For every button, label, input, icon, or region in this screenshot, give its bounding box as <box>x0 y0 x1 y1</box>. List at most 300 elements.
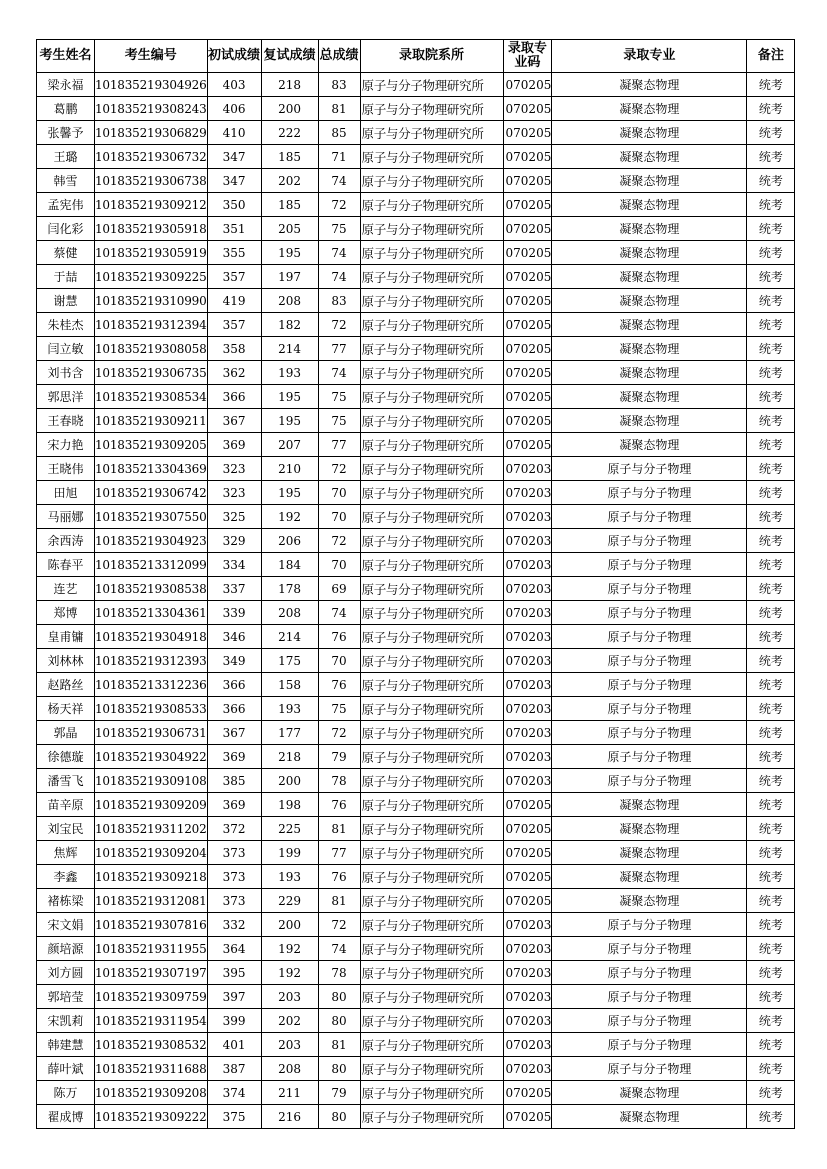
cell-department: 原子与分子物理研究所 <box>360 913 503 937</box>
cell-id: 101835213304361 <box>95 601 208 625</box>
cell-major-code: 070203 <box>503 745 552 769</box>
cell-initial-score: 351 <box>207 217 261 241</box>
cell-major: 原子与分子物理 <box>552 529 747 553</box>
cell-department: 原子与分子物理研究所 <box>360 529 503 553</box>
cell-initial-score: 349 <box>207 649 261 673</box>
cell-initial-score: 369 <box>207 433 261 457</box>
cell-total-score: 70 <box>318 649 360 673</box>
cell-name: 谢慧 <box>37 289 95 313</box>
cell-total-score: 71 <box>318 145 360 169</box>
cell-major: 凝聚态物理 <box>552 433 747 457</box>
cell-department: 原子与分子物理研究所 <box>360 865 503 889</box>
cell-department: 原子与分子物理研究所 <box>360 217 503 241</box>
cell-department: 原子与分子物理研究所 <box>360 457 503 481</box>
table-row <box>37 529 795 553</box>
cell-retest-score: 193 <box>261 361 318 385</box>
cell-major-code: 070203 <box>503 625 552 649</box>
cell-initial-score: 397 <box>207 985 261 1009</box>
cell-note: 统考 <box>747 913 795 937</box>
cell-major: 原子与分子物理 <box>552 985 747 1009</box>
cell-total-score: 70 <box>318 505 360 529</box>
table-row <box>37 457 795 481</box>
cell-initial-score: 366 <box>207 385 261 409</box>
cell-department: 原子与分子物理研究所 <box>360 721 503 745</box>
cell-name: 张馨予 <box>37 121 95 145</box>
cell-major: 原子与分子物理 <box>552 697 747 721</box>
table-row <box>37 313 795 337</box>
cell-major: 凝聚态物理 <box>552 409 747 433</box>
cell-major-code: 070205 <box>503 385 552 409</box>
cell-retest-score: 210 <box>261 457 318 481</box>
cell-department: 原子与分子物理研究所 <box>360 289 503 313</box>
cell-initial-score: 364 <box>207 937 261 961</box>
cell-id: 101835219306731 <box>95 721 208 745</box>
cell-major-code: 070205 <box>503 265 552 289</box>
cell-total-score: 77 <box>318 433 360 457</box>
cell-major: 凝聚态物理 <box>552 385 747 409</box>
cell-total-score: 74 <box>318 937 360 961</box>
cell-note: 统考 <box>747 793 795 817</box>
cell-department: 原子与分子物理研究所 <box>360 1105 503 1129</box>
cell-retest-score: 211 <box>261 1081 318 1105</box>
table-row <box>37 1081 795 1105</box>
cell-id: 101835219307550 <box>95 505 208 529</box>
cell-initial-score: 355 <box>207 241 261 265</box>
cell-retest-score: 200 <box>261 97 318 121</box>
cell-name: 颜培源 <box>37 937 95 961</box>
cell-name: 刘林林 <box>37 649 95 673</box>
cell-id: 101835219308243 <box>95 97 208 121</box>
cell-major-code: 070203 <box>503 769 552 793</box>
cell-retest-score: 195 <box>261 241 318 265</box>
cell-retest-score: 218 <box>261 73 318 97</box>
cell-major-code: 070203 <box>503 1009 552 1033</box>
cell-total-score: 79 <box>318 1081 360 1105</box>
cell-major: 原子与分子物理 <box>552 553 747 577</box>
table-row <box>37 97 795 121</box>
cell-major-code: 070203 <box>503 457 552 481</box>
cell-major: 凝聚态物理 <box>552 337 747 361</box>
cell-retest-score: 206 <box>261 529 318 553</box>
cell-name: 于喆 <box>37 265 95 289</box>
cell-id: 101835219309209 <box>95 793 208 817</box>
cell-department: 原子与分子物理研究所 <box>360 145 503 169</box>
cell-note: 统考 <box>747 361 795 385</box>
cell-id: 101835219308533 <box>95 697 208 721</box>
cell-major: 凝聚态物理 <box>552 1105 747 1129</box>
cell-retest-score: 208 <box>261 1057 318 1081</box>
cell-id: 101835219308538 <box>95 577 208 601</box>
cell-note: 统考 <box>747 865 795 889</box>
cell-total-score: 72 <box>318 529 360 553</box>
cell-retest-score: 198 <box>261 793 318 817</box>
cell-note: 统考 <box>747 721 795 745</box>
cell-department: 原子与分子物理研究所 <box>360 889 503 913</box>
cell-total-score: 74 <box>318 361 360 385</box>
table-row <box>37 769 795 793</box>
cell-major-code: 070205 <box>503 193 552 217</box>
cell-major: 凝聚态物理 <box>552 1081 747 1105</box>
cell-initial-score: 385 <box>207 769 261 793</box>
cell-initial-score: 367 <box>207 409 261 433</box>
cell-retest-score: 185 <box>261 193 318 217</box>
table-row <box>37 265 795 289</box>
cell-initial-score: 410 <box>207 121 261 145</box>
cell-retest-score: 182 <box>261 313 318 337</box>
cell-major: 原子与分子物理 <box>552 745 747 769</box>
table-row <box>37 409 795 433</box>
cell-total-score: 72 <box>318 313 360 337</box>
cell-retest-score: 202 <box>261 1009 318 1033</box>
cell-major: 原子与分子物理 <box>552 577 747 601</box>
cell-total-score: 75 <box>318 385 360 409</box>
cell-id: 101835219309211 <box>95 409 208 433</box>
cell-major-code: 070205 <box>503 361 552 385</box>
cell-retest-score: 202 <box>261 169 318 193</box>
cell-total-score: 72 <box>318 913 360 937</box>
cell-id: 101835219306829 <box>95 121 208 145</box>
cell-initial-score: 357 <box>207 265 261 289</box>
cell-note: 统考 <box>747 625 795 649</box>
cell-initial-score: 373 <box>207 889 261 913</box>
cell-id: 101835219311202 <box>95 817 208 841</box>
cell-major: 凝聚态物理 <box>552 889 747 913</box>
cell-name: 潘雪飞 <box>37 769 95 793</box>
table-row <box>37 649 795 673</box>
cell-note: 统考 <box>747 481 795 505</box>
cell-major: 原子与分子物理 <box>552 649 747 673</box>
table-row <box>37 625 795 649</box>
cell-name: 余西涛 <box>37 529 95 553</box>
cell-department: 原子与分子物理研究所 <box>360 193 503 217</box>
cell-initial-score: 357 <box>207 313 261 337</box>
cell-total-score: 74 <box>318 265 360 289</box>
cell-name: 焦辉 <box>37 841 95 865</box>
cell-name: 刘宝民 <box>37 817 95 841</box>
cell-total-score: 74 <box>318 169 360 193</box>
cell-note: 统考 <box>747 937 795 961</box>
cell-major-code: 070205 <box>503 241 552 265</box>
cell-total-score: 74 <box>318 241 360 265</box>
cell-id: 101835219309225 <box>95 265 208 289</box>
cell-name: 宋力艳 <box>37 433 95 457</box>
cell-major: 凝聚态物理 <box>552 865 747 889</box>
cell-initial-score: 339 <box>207 601 261 625</box>
cell-department: 原子与分子物理研究所 <box>360 265 503 289</box>
cell-total-score: 80 <box>318 1105 360 1129</box>
cell-note: 统考 <box>747 1009 795 1033</box>
table-row <box>37 721 795 745</box>
cell-note: 统考 <box>747 121 795 145</box>
cell-name: 闫立敏 <box>37 337 95 361</box>
table-row <box>37 193 795 217</box>
table-row <box>37 1105 795 1129</box>
cell-initial-score: 369 <box>207 793 261 817</box>
cell-initial-score: 406 <box>207 97 261 121</box>
table-row <box>37 73 795 97</box>
cell-name: 陈春平 <box>37 553 95 577</box>
cell-department: 原子与分子物理研究所 <box>360 961 503 985</box>
cell-total-score: 70 <box>318 553 360 577</box>
cell-major-code: 070203 <box>503 673 552 697</box>
cell-major: 原子与分子物理 <box>552 1057 747 1081</box>
cell-major-code: 070203 <box>503 529 552 553</box>
cell-retest-score: 158 <box>261 673 318 697</box>
header-id: 考生编号 <box>95 40 208 73</box>
cell-total-score: 75 <box>318 217 360 241</box>
table-row <box>37 553 795 577</box>
cell-note: 统考 <box>747 505 795 529</box>
cell-major: 凝聚态物理 <box>552 193 747 217</box>
cell-id: 101835219304926 <box>95 73 208 97</box>
table-row <box>37 217 795 241</box>
cell-total-score: 72 <box>318 721 360 745</box>
cell-major: 原子与分子物理 <box>552 961 747 985</box>
cell-major: 凝聚态物理 <box>552 265 747 289</box>
cell-total-score: 77 <box>318 841 360 865</box>
cell-name: 郭晶 <box>37 721 95 745</box>
table-row <box>37 937 795 961</box>
cell-major: 凝聚态物理 <box>552 169 747 193</box>
cell-major: 原子与分子物理 <box>552 505 747 529</box>
cell-total-score: 81 <box>318 817 360 841</box>
cell-name: 刘方圆 <box>37 961 95 985</box>
cell-department: 原子与分子物理研究所 <box>360 577 503 601</box>
cell-major-code: 070203 <box>503 913 552 937</box>
cell-department: 原子与分子物理研究所 <box>360 121 503 145</box>
cell-retest-score: 193 <box>261 865 318 889</box>
cell-major-code: 070205 <box>503 169 552 193</box>
cell-total-score: 77 <box>318 337 360 361</box>
table-row <box>37 1009 795 1033</box>
cell-initial-score: 337 <box>207 577 261 601</box>
cell-initial-score: 362 <box>207 361 261 385</box>
cell-id: 101835219312393 <box>95 649 208 673</box>
cell-name: 郑博 <box>37 601 95 625</box>
cell-major-code: 070205 <box>503 865 552 889</box>
cell-total-score: 81 <box>318 97 360 121</box>
cell-total-score: 81 <box>318 889 360 913</box>
cell-id: 101835219307197 <box>95 961 208 985</box>
cell-major: 原子与分子物理 <box>552 673 747 697</box>
cell-retest-score: 200 <box>261 769 318 793</box>
cell-major-code: 070205 <box>503 217 552 241</box>
cell-total-score: 75 <box>318 697 360 721</box>
cell-department: 原子与分子物理研究所 <box>360 793 503 817</box>
cell-department: 原子与分子物理研究所 <box>360 673 503 697</box>
cell-department: 原子与分子物理研究所 <box>360 337 503 361</box>
cell-initial-score: 323 <box>207 457 261 481</box>
table-row <box>37 913 795 937</box>
cell-retest-score: 203 <box>261 1033 318 1057</box>
cell-initial-score: 323 <box>207 481 261 505</box>
cell-retest-score: 208 <box>261 601 318 625</box>
cell-initial-score: 367 <box>207 721 261 745</box>
cell-id: 101835219309205 <box>95 433 208 457</box>
cell-id: 101835219306742 <box>95 481 208 505</box>
cell-note: 统考 <box>747 289 795 313</box>
cell-department: 原子与分子物理研究所 <box>360 97 503 121</box>
cell-initial-score: 325 <box>207 505 261 529</box>
cell-retest-score: 229 <box>261 889 318 913</box>
cell-note: 统考 <box>747 409 795 433</box>
cell-initial-score: 419 <box>207 289 261 313</box>
cell-note: 统考 <box>747 961 795 985</box>
cell-major-code: 070203 <box>503 1057 552 1081</box>
cell-name: 杨天祥 <box>37 697 95 721</box>
cell-name: 孟宪伟 <box>37 193 95 217</box>
cell-retest-score: 177 <box>261 721 318 745</box>
cell-major-code: 070205 <box>503 73 552 97</box>
table-row <box>37 481 795 505</box>
cell-id: 101835219308532 <box>95 1033 208 1057</box>
cell-retest-score: 184 <box>261 553 318 577</box>
cell-retest-score: 203 <box>261 985 318 1009</box>
cell-note: 统考 <box>747 601 795 625</box>
cell-note: 统考 <box>747 985 795 1009</box>
header-initial-score: 初试成绩 <box>207 40 261 73</box>
cell-retest-score: 192 <box>261 937 318 961</box>
cell-major: 原子与分子物理 <box>552 601 747 625</box>
cell-major-code: 070203 <box>503 721 552 745</box>
table-row <box>37 145 795 169</box>
table-row <box>37 697 795 721</box>
cell-retest-score: 192 <box>261 961 318 985</box>
cell-major: 原子与分子物理 <box>552 937 747 961</box>
table-row <box>37 385 795 409</box>
cell-total-score: 83 <box>318 289 360 313</box>
cell-name: 李鑫 <box>37 865 95 889</box>
cell-name: 连艺 <box>37 577 95 601</box>
cell-department: 原子与分子物理研究所 <box>360 433 503 457</box>
cell-note: 统考 <box>747 433 795 457</box>
cell-id: 101835219312081 <box>95 889 208 913</box>
cell-retest-score: 208 <box>261 289 318 313</box>
cell-initial-score: 387 <box>207 1057 261 1081</box>
cell-total-score: 80 <box>318 1057 360 1081</box>
cell-note: 统考 <box>747 841 795 865</box>
cell-major-code: 070205 <box>503 409 552 433</box>
cell-major: 原子与分子物理 <box>552 457 747 481</box>
table-row <box>37 337 795 361</box>
table-row <box>37 889 795 913</box>
table-row <box>37 601 795 625</box>
cell-retest-score: 185 <box>261 145 318 169</box>
table-row <box>37 1057 795 1081</box>
cell-retest-score: 192 <box>261 505 318 529</box>
cell-name: 王晓伟 <box>37 457 95 481</box>
cell-major: 凝聚态物理 <box>552 73 747 97</box>
cell-note: 统考 <box>747 529 795 553</box>
cell-department: 原子与分子物理研究所 <box>360 313 503 337</box>
cell-id: 101835213304369 <box>95 457 208 481</box>
table-row <box>37 745 795 769</box>
cell-department: 原子与分子物理研究所 <box>360 745 503 769</box>
cell-name: 田旭 <box>37 481 95 505</box>
cell-note: 统考 <box>747 385 795 409</box>
cell-major: 原子与分子物理 <box>552 721 747 745</box>
cell-major-code: 070205 <box>503 121 552 145</box>
cell-name: 徐德璇 <box>37 745 95 769</box>
cell-note: 统考 <box>747 265 795 289</box>
cell-name: 宋凯莉 <box>37 1009 95 1033</box>
cell-note: 统考 <box>747 577 795 601</box>
cell-total-score: 80 <box>318 985 360 1009</box>
header-total-score: 总成绩 <box>318 40 360 73</box>
cell-note: 统考 <box>747 889 795 913</box>
cell-major-code: 070205 <box>503 1105 552 1129</box>
header-major: 录取专业 <box>552 40 747 73</box>
cell-name: 赵路丝 <box>37 673 95 697</box>
cell-note: 统考 <box>747 553 795 577</box>
cell-retest-score: 193 <box>261 697 318 721</box>
cell-department: 原子与分子物理研究所 <box>360 1009 503 1033</box>
cell-note: 统考 <box>747 337 795 361</box>
cell-major: 凝聚态物理 <box>552 313 747 337</box>
cell-note: 统考 <box>747 817 795 841</box>
cell-major: 凝聚态物理 <box>552 241 747 265</box>
cell-retest-score: 178 <box>261 577 318 601</box>
cell-department: 原子与分子物理研究所 <box>360 601 503 625</box>
cell-initial-score: 366 <box>207 673 261 697</box>
cell-id: 101835219309218 <box>95 865 208 889</box>
cell-note: 统考 <box>747 1105 795 1129</box>
cell-department: 原子与分子物理研究所 <box>360 409 503 433</box>
cell-name: 翟成博 <box>37 1105 95 1129</box>
cell-major-code: 070203 <box>503 481 552 505</box>
cell-major: 凝聚态物理 <box>552 841 747 865</box>
header-name: 考生姓名 <box>37 40 95 73</box>
cell-department: 原子与分子物理研究所 <box>360 1033 503 1057</box>
cell-note: 统考 <box>747 145 795 169</box>
cell-id: 101835219309204 <box>95 841 208 865</box>
cell-total-score: 78 <box>318 769 360 793</box>
cell-retest-score: 225 <box>261 817 318 841</box>
cell-retest-score: 197 <box>261 265 318 289</box>
cell-major-code: 070205 <box>503 337 552 361</box>
cell-retest-score: 214 <box>261 337 318 361</box>
cell-department: 原子与分子物理研究所 <box>360 361 503 385</box>
cell-major-code: 070203 <box>503 505 552 529</box>
header-retest-score: 复试成绩 <box>261 40 318 73</box>
cell-note: 统考 <box>747 1033 795 1057</box>
cell-department: 原子与分子物理研究所 <box>360 1057 503 1081</box>
header-department: 录取院系所 <box>360 40 503 73</box>
cell-id: 101835219308534 <box>95 385 208 409</box>
cell-note: 统考 <box>747 97 795 121</box>
cell-name: 韩建慧 <box>37 1033 95 1057</box>
cell-id: 101835219311955 <box>95 937 208 961</box>
cell-retest-score: 207 <box>261 433 318 457</box>
cell-total-score: 85 <box>318 121 360 145</box>
cell-note: 统考 <box>747 649 795 673</box>
cell-total-score: 76 <box>318 793 360 817</box>
cell-id: 101835219309208 <box>95 1081 208 1105</box>
cell-major-code: 070203 <box>503 937 552 961</box>
cell-department: 原子与分子物理研究所 <box>360 649 503 673</box>
cell-department: 原子与分子物理研究所 <box>360 241 503 265</box>
cell-major-code: 070205 <box>503 145 552 169</box>
cell-id: 101835219304922 <box>95 745 208 769</box>
cell-retest-score: 205 <box>261 217 318 241</box>
cell-initial-score: 366 <box>207 697 261 721</box>
table-row <box>37 673 795 697</box>
cell-initial-score: 375 <box>207 1105 261 1129</box>
cell-initial-score: 334 <box>207 553 261 577</box>
cell-initial-score: 369 <box>207 745 261 769</box>
cell-major: 凝聚态物理 <box>552 145 747 169</box>
cell-id: 101835219312394 <box>95 313 208 337</box>
